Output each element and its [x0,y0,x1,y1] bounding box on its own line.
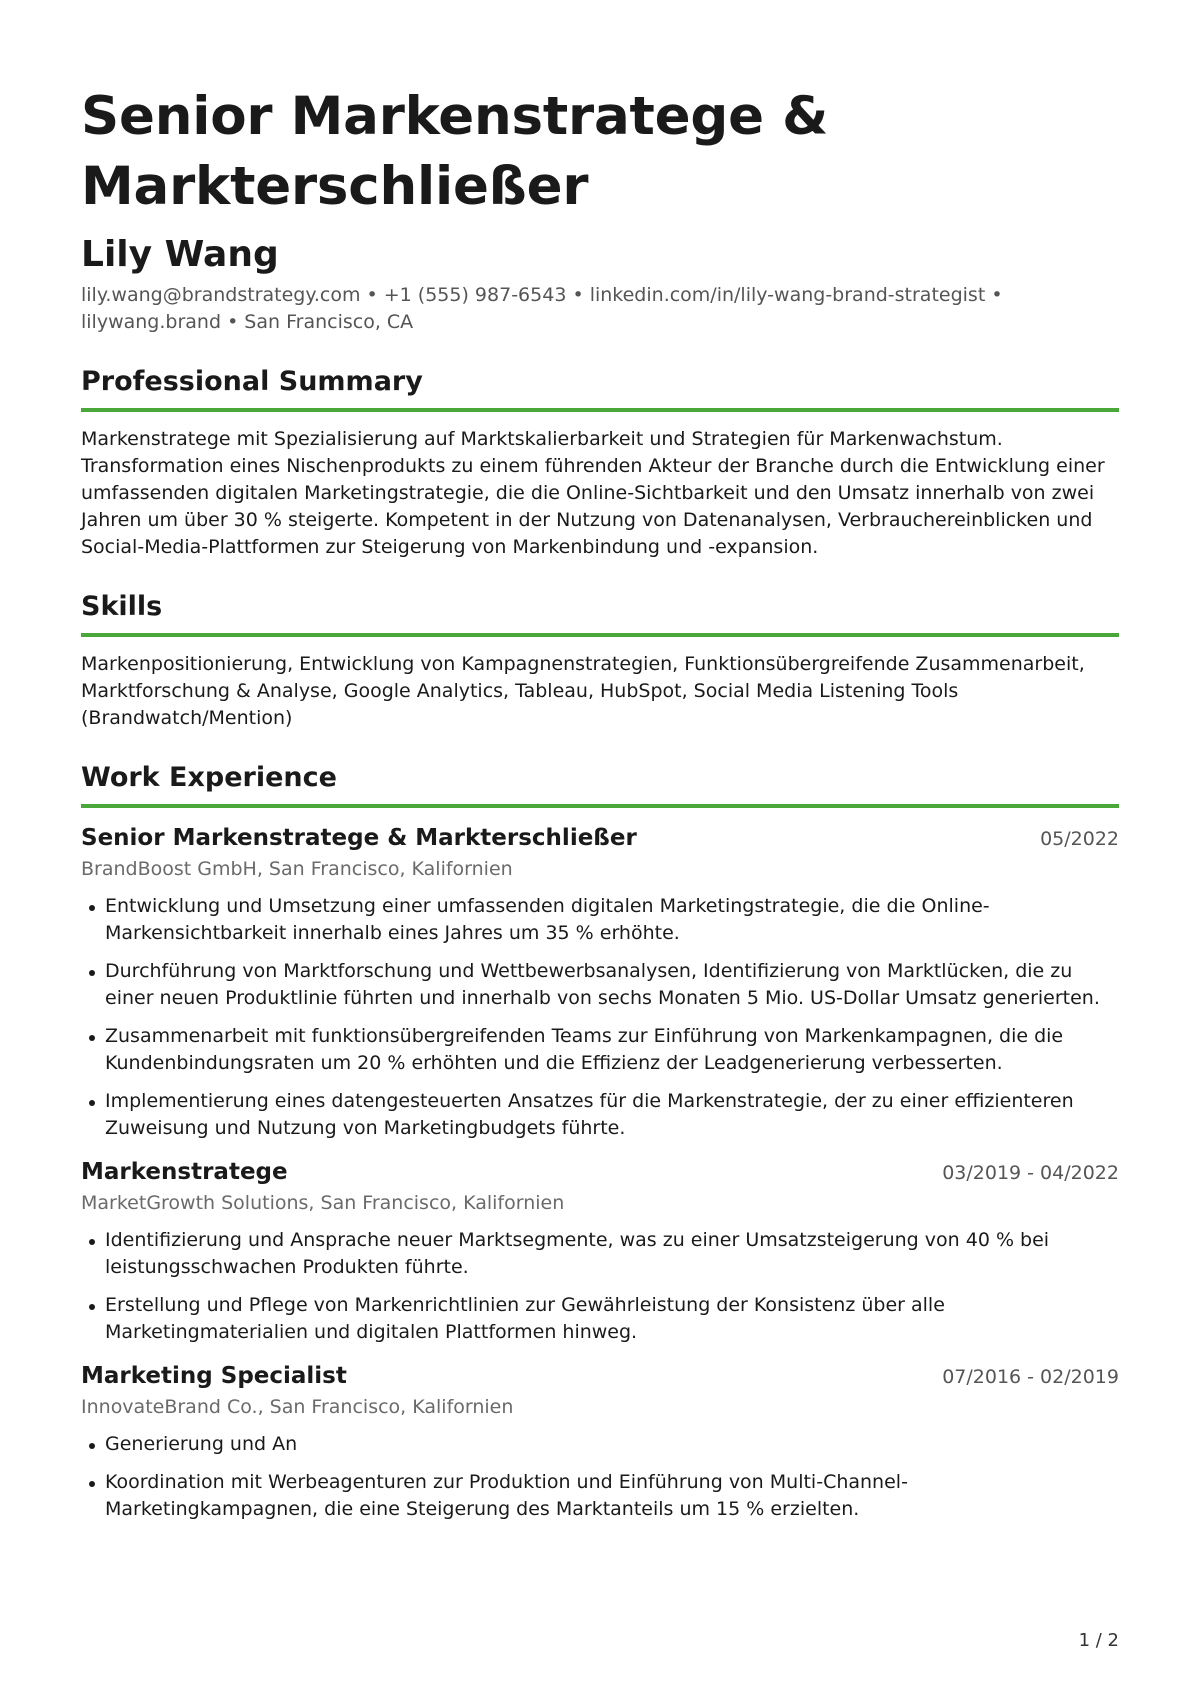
job-bullet: Generierung und An [81,1431,1119,1458]
job-company: MarketGrowth Solutions, San Francisco, Kalifornien [81,1192,565,1214]
summary-text: Markenstratege mit Spezialisierung auf Marktskalierbarkeit und Strategien für Markenwachstum. Transformation eines Nischenprodukts zu einem führenden Akteur der Branche durch die Entwicklung einer umfassenden digitalen Marketingstrategie, die die Online-Sichtbarkeit und den Umsatz innerhalb von zwei Jahren um über 30 % steigerte. Kompetent in der Nutzung von Datenanalysen, Verbrauchereinblicken und Social-Media-Plattformen zur Steigerung von Markenbindung und -expansion. [81,428,1105,558]
job-title: Markenstratege [81,1159,288,1185]
job-bullets [81,1227,1119,1346]
summary-heading: Professional Summary [81,364,1119,412]
page-number: 1 / 2 [1078,1630,1119,1651]
job-title: Senior Markenstratege & Markterschließer [81,825,637,851]
job-company: BrandBoost GmbH, San Francisco, Kalifornien [81,858,513,880]
skills-section [81,589,1119,732]
job-bullet: Zusammenarbeit mit funktionsübergreifenden Teams zur Einführung von Markenkampagnen, die die Kundenbindungsraten um 20 % erhöhten und die Effizienz der Leadgenerierung verbesserten. [81,1023,1119,1077]
job-bullet: Implementierung eines datengesteuerten Ansatzes für die Markenstrategie, der zu einer effizienteren Zuweisung und Nutzung von Marketingbudgets führte. [81,1088,1119,1142]
job-company: InnovateBrand Co., San Francisco, Kalifornien [81,1396,514,1418]
job-entry [81,1156,1119,1346]
job-entry [81,1360,1119,1523]
job-header [81,1156,1119,1188]
job-entry [81,822,1119,1142]
job-bullets [81,893,1119,1142]
resume-page [81,82,1119,1534]
job-bullet: Identifizierung und Ansprache neuer Marktsegmente, was zu einer Umsatzsteigerung von 40 % bei leistungsschwachen Produkten führte. [81,1227,1119,1281]
job-date: 05/2022 [1040,828,1119,850]
skills-text: Markenpositionierung, Entwicklung von Kampagnenstrategien, Funktionsübergreifende Zusammenarbeit, Marktforschung & Analyse, Google Analytics, Tableau, HubSpot, Social Media Listening Tools (Brandwatch/Mention) [81,653,1085,729]
resume-title: Senior Markenstratege & Markterschließer [81,86,829,217]
experience-section [81,760,1119,1523]
job-bullets [81,1431,1119,1523]
job-bullet: Entwicklung und Umsetzung einer umfassenden digitalen Marketingstrategie, die die Online-Markensichtbarkeit innerhalb eines Jahres um 35 % erhöhte. [81,893,1119,947]
job-bullet: Koordination mit Werbeagenturen zur Produktion und Einführung von Multi-Channel-Marketingkampagnen, die eine Steigerung des Marktanteils um 15 % erzielten. [81,1469,1119,1523]
job-title: Marketing Specialist [81,1363,347,1389]
job-bullet: Durchführung von Marktforschung und Wettbewerbsanalysen, Identifizierung von Marktlücken, die zu einer neuen Produktlinie führten und innerhalb von sechs Monaten 5 Mio. US-Dollar Umsatz generierten. [81,958,1119,1012]
experience-heading: Work Experience [81,760,1119,808]
job-date: 03/2019 - 04/2022 [942,1162,1119,1184]
job-header [81,822,1119,854]
job-header [81,1360,1119,1392]
job-bullet: Erstellung und Pflege von Markenrichtlinien zur Gewährleistung der Konsistenz über alle Marketingmaterialien und digitalen Plattformen hinweg. [81,1292,1119,1346]
summary-section [81,364,1119,561]
contact-line: lily.wang@brandstrategy.com • +1 (555) 987-6543 • linkedin.com/in/lily-wang-brand-strategist • lilywang.brand • San Francisco, CA [81,284,1003,333]
job-date: 07/2016 - 02/2019 [942,1366,1119,1388]
candidate-name: Lily Wang [81,234,279,275]
skills-heading: Skills [81,589,1119,637]
